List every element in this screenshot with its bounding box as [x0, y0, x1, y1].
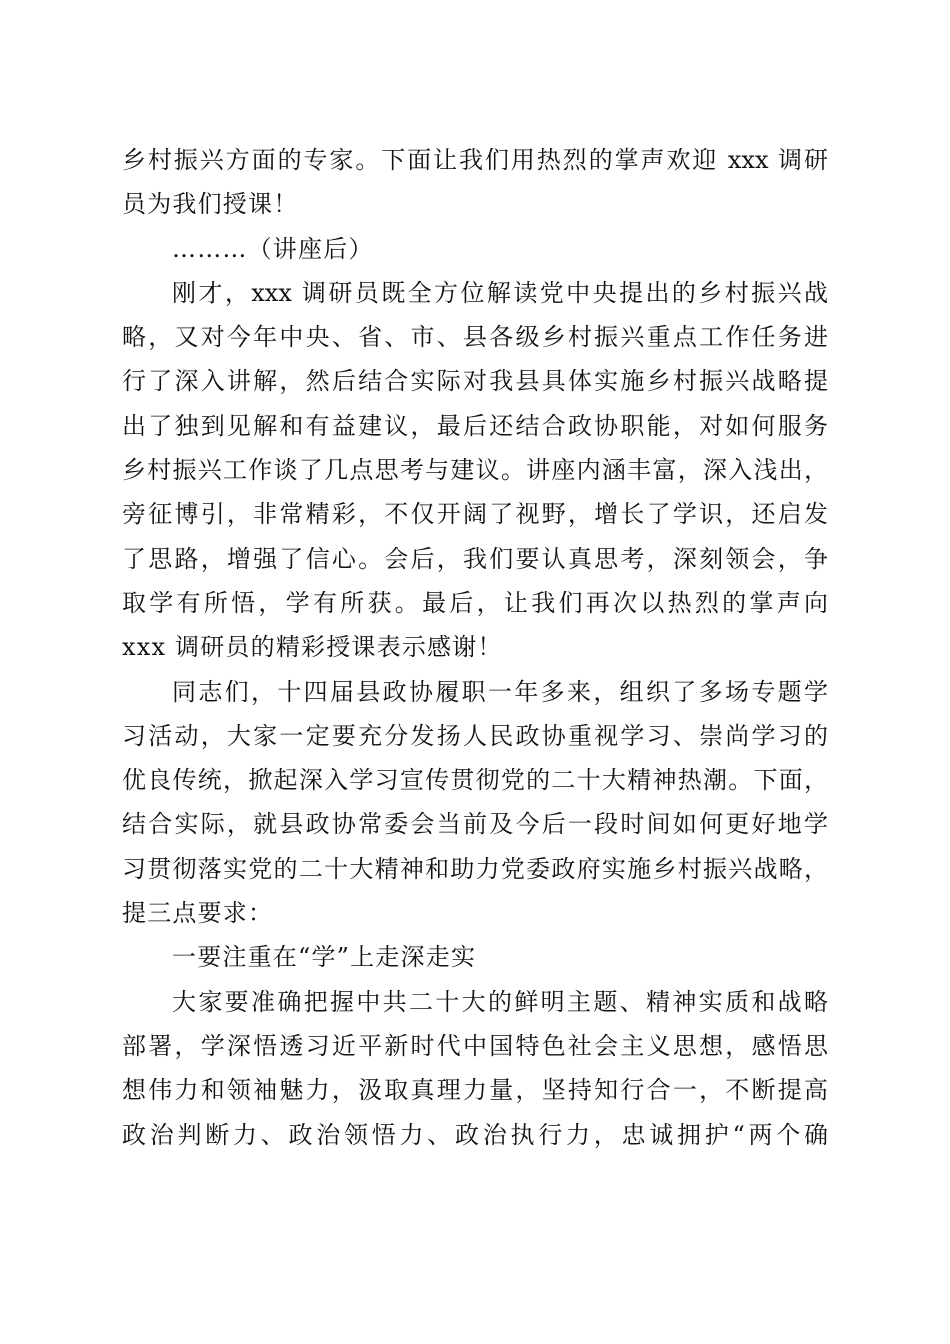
text-line: 结合实际，就县政协常委会当前及今后一段时间如何更好地学	[122, 810, 828, 839]
text-line: 政治判断力、政治领悟力、政治执行力，忠诚拥护“两个确	[122, 1120, 828, 1149]
document-body	[122, 138, 828, 1157]
text-line: 取学有所悟，学有所获。最后，让我们再次以热烈的掌声向	[122, 588, 828, 617]
text-line: 出了独到见解和有益建议，最后还结合政协职能，对如何服务	[122, 411, 828, 440]
text-line: 大家要准确把握中共二十大的鲜明主题、精神实质和战略	[172, 987, 828, 1016]
text-line: 乡村振兴工作谈了几点思考与建议。讲座内涵丰富，深入浅出，	[122, 456, 828, 485]
text-line: 提三点要求：	[122, 899, 274, 928]
section-heading: 一要注重在“学”上走深走实	[172, 943, 477, 972]
text-line: xxx 调研员的精彩授课表示感谢！	[122, 633, 503, 662]
text-line: ………（讲座后）	[172, 234, 374, 263]
text-line: 乡村振兴方面的专家。下面让我们用热烈的掌声欢迎 xxx 调研	[122, 146, 828, 174]
text-line: 了思路，增强了信心。会后，我们要认真思考，深刻领会，争	[122, 544, 828, 573]
text-line: 优良传统，掀起深入学习宣传贯彻党的二十大精神热潮。下面，	[122, 766, 828, 795]
text-line: 旁征博引，非常精彩，不仅开阔了视野，增长了学识，还启发	[122, 500, 828, 529]
text-line: 部署，学深悟透习近平新时代中国特色社会主义思想，感悟思	[122, 1031, 828, 1060]
text-line: 行了深入讲解，然后结合实际对我县具体实施乡村振兴战略提	[122, 367, 828, 396]
text-line: 习活动，大家一定要充分发扬人民政协重视学习、崇尚学习的	[122, 721, 828, 750]
text-line: 刚才，xxx 调研员既全方位解读党中央提出的乡村振兴战	[172, 278, 828, 307]
text-line: 员为我们授课！	[122, 190, 299, 219]
text-line: 同志们，十四届县政协履职一年多来，组织了多场专题学	[172, 677, 828, 706]
text-line: 略，又对今年中央、省、市、县各级乡村振兴重点工作任务进	[122, 323, 828, 352]
text-line: 习贯彻落实党的二十大精神和助力党委政府实施乡村振兴战略，	[122, 854, 828, 883]
text-line: 想伟力和领袖魅力，汲取真理力量，坚持知行合一，不断提高	[122, 1076, 828, 1105]
